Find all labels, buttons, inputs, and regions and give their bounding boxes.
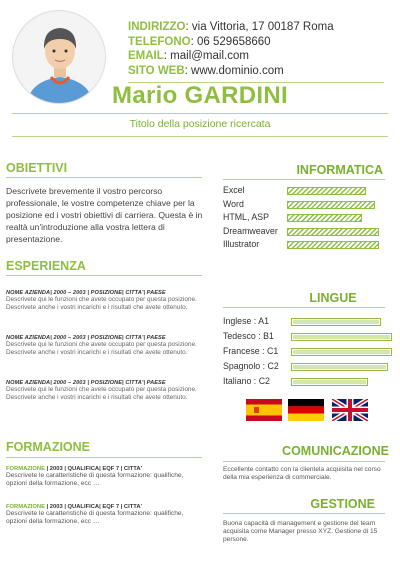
it-skill-bar — [287, 201, 375, 209]
language-bar — [291, 333, 392, 341]
it-skill-row — [223, 212, 388, 225]
it-skill-row — [223, 185, 388, 198]
address-line: INDIRIZZO: via Vittoria, 17 00187 Roma — [128, 21, 334, 33]
it-divider — [223, 179, 385, 180]
language-row — [223, 361, 388, 375]
education-description: Descrivete le caratteristiche di questa formazione: qualifiche, opzioni della formazione, ecc … — [6, 472, 184, 488]
language-bar-fill — [293, 335, 390, 339]
it-skill-label: Word — [223, 198, 244, 209]
it-skill-label: Excel — [223, 185, 245, 195]
communication-divider — [223, 461, 385, 462]
it-skills-list — [223, 185, 388, 253]
experience-header: NOME AZIENDA| 2000 – 2003 | POSIZIONE| CITTA'| PAESE — [6, 335, 166, 341]
it-skill-row — [223, 239, 388, 252]
it-skill-bar — [287, 214, 362, 222]
language-bar-fill — [293, 380, 366, 384]
spain-flag-icon — [246, 399, 282, 421]
phone-line: TELEFONO: 06 529658660 — [128, 35, 271, 48]
name-divider — [12, 113, 388, 114]
languages-divider — [223, 307, 385, 308]
experience-description: Descrivete qui le funzioni che avete occupato per questa posizione. Descrivete anche i vostri incarichi e i risultati che avete ottenuto. — [6, 341, 197, 357]
education-item — [6, 504, 206, 526]
experience-description: Descrivete qui le funzioni che avete occupato per questa posizione. Descrivete anche i vostri incarichi e i risultati che avete ottenuto. — [6, 386, 197, 402]
education-description: Descrivete le caratteristiche di questa formazione: qualifiche, opzioni della formazione, ecc … — [6, 510, 184, 526]
communication-text: Eccellente contatto con la clientela acquisita nel corso della mia esperienza di commerciale. — [223, 466, 381, 482]
language-row — [223, 346, 388, 360]
website-line: SITO WEB: www.dominio.com — [128, 64, 284, 77]
experience-description: Descrivete qui le funzioni che avete occupato per questa posizione. Descrivete anche i vostri incarichi e i risultati che avete ottenuto. — [6, 296, 197, 312]
title-divider — [12, 136, 388, 137]
management-heading: GESTIONE — [310, 497, 375, 511]
experience-item — [6, 380, 206, 403]
education-header: FORMAZIONE | 2003 | QUALIFICA| EQF 7 | CITTA' — [6, 466, 142, 472]
objectives-heading: OBIETTIVI — [6, 161, 68, 175]
it-skill-bar — [287, 228, 379, 236]
language-bar — [291, 378, 368, 386]
education-item — [6, 466, 206, 488]
language-label: Spagnolo : C2 — [223, 361, 279, 371]
it-skill-bar — [287, 241, 379, 249]
experience-header: NOME AZIENDA| 2000 – 2003 | POSIZIONE| CITTA'| PAESE — [6, 380, 166, 386]
contact-block — [128, 20, 334, 78]
education-header: FORMAZIONE | 2003 | QUALIFICA| EQF 7 | CITTA' — [6, 504, 142, 510]
language-bar-fill — [293, 350, 390, 354]
languages-heading: LINGUE — [309, 291, 357, 305]
experience-item — [6, 290, 206, 313]
languages-list — [223, 316, 388, 391]
language-bar — [291, 363, 388, 371]
language-bar-fill — [293, 320, 379, 324]
experience-divider — [6, 275, 202, 276]
language-row — [223, 376, 388, 390]
language-bar — [291, 318, 381, 326]
language-label: Tedesco : B1 — [223, 331, 274, 341]
language-bar-fill — [293, 365, 386, 369]
language-label: Inglese : A1 — [223, 316, 269, 326]
experience-item — [6, 335, 206, 358]
candidate-name: Mario GARDINI — [112, 82, 288, 109]
language-bar — [291, 348, 392, 356]
uk-flag-icon — [332, 399, 368, 421]
it-heading: INFORMATICA — [296, 163, 383, 177]
it-skill-label: Illustrator — [223, 239, 260, 249]
it-skill-row — [223, 226, 388, 239]
language-row — [223, 316, 388, 330]
education-heading: FORMAZIONE — [6, 440, 91, 454]
management-text: Buona capacità di management e gestione del team acquisita come Manager presso XYZ. Gestione di 15 persone. — [223, 520, 378, 544]
management-divider — [223, 513, 385, 514]
email-line: EMAIL: mail@mail.com — [128, 50, 249, 62]
germany-flag-icon — [288, 399, 324, 421]
objectives-text: Descrivete brevemente il vostro percorso professionale, le vostre competenze chiave per la posizione ed i vostri obiettivi di carriera. Questa è in realtà un'introduzione alla vostra lettera di presentazione. — [6, 186, 203, 244]
communication-heading: COMUNICAZIONE — [282, 444, 389, 458]
language-label: Italiano : C2 — [223, 376, 270, 386]
objectives-divider — [6, 177, 202, 178]
experience-heading: ESPERIENZA — [6, 259, 86, 273]
language-label: Francese : C1 — [223, 346, 279, 356]
it-skill-label: HTML, ASP — [223, 212, 269, 222]
experience-header: NOME AZIENDA| 2000 – 2003 | POSIZIONE| CITTA'| PAESE — [6, 290, 166, 296]
job-title: Titolo della posizione ricercata — [129, 118, 271, 130]
it-skill-bar — [287, 187, 366, 195]
education-divider — [6, 457, 202, 458]
it-skill-label: Dreamweaver — [223, 225, 278, 236]
it-skill-row — [223, 199, 388, 212]
language-row — [223, 331, 388, 345]
